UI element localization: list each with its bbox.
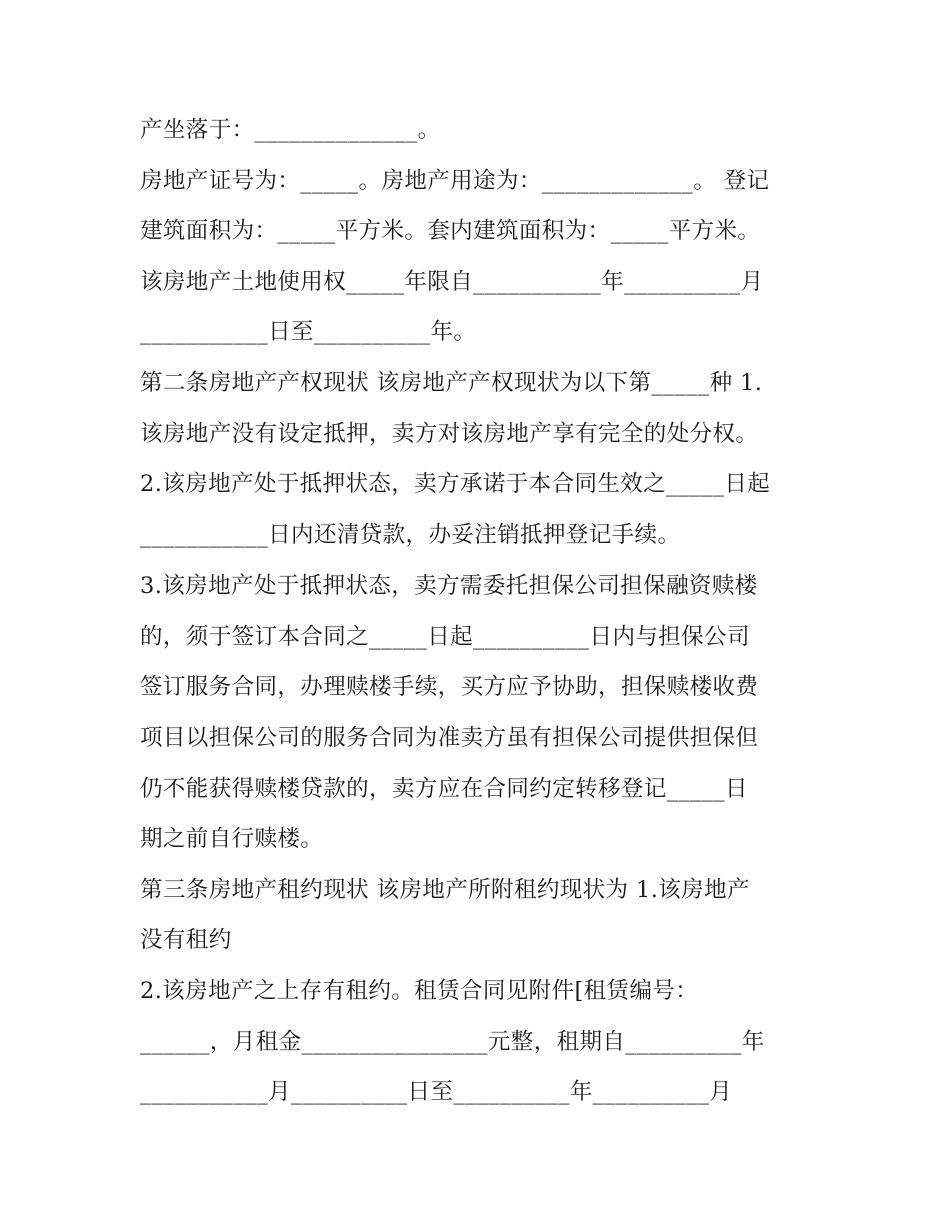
text-line: ___________日内还清贷款，办妥注销抵押登记手续。 — [140, 522, 681, 548]
text-line: 3.该房地产处于抵押状态，卖方需委托担保公司担保融资赎楼 — [140, 573, 758, 599]
text-line: 第二条房地产产权现状 该房地产产权现状为以下第_____种 1. — [140, 370, 763, 396]
text-line: 期之前自行赎楼。 — [140, 826, 324, 852]
text-line: 房地产证号为：_____。房地产用途为：_____________。 登记 — [140, 168, 770, 194]
text-line: 产坐落于：______________。 — [140, 117, 441, 143]
text-line: 的，须于签订本合同之_____日起__________日内与担保公司 — [140, 624, 750, 650]
text-line: 没有租约 — [140, 927, 232, 953]
text-line: 签订服务合同，办理赎楼手续，买方应予协助，担保赎楼收费 — [140, 674, 759, 700]
text-line: ___________月__________日至__________年__________月 — [140, 1079, 733, 1105]
text-line: ______，月租金________________元整，租期自__________年 — [140, 1029, 765, 1055]
text-line: 仍不能获得赎楼贷款的，卖方应在合同约定转移登记_____日 — [140, 776, 748, 802]
text-line: ___________日至__________年。 — [140, 319, 477, 345]
text-line: 2.该房地产之上存有租约。租赁合同见附件[租赁编号： — [140, 978, 699, 1004]
text-line: 该房地产土地使用权_____年限自___________年__________月 — [140, 269, 764, 295]
text-line: 第三条房地产租约现状 该房地产所附租约现状为 1.该房地产 — [140, 877, 750, 903]
text-line: 建筑面积为：_____平方米。套内建筑面积为：_____平方米。 — [140, 218, 761, 244]
text-line: 项目以担保公司的服务合同为准卖方虽有担保公司提供担保但 — [140, 725, 759, 751]
text-line: 该房地产没有设定抵押，卖方对该房地产享有完全的处分权。 — [140, 421, 759, 447]
text-line: 2.该房地产处于抵押状态，卖方承诺于本合同生效之_____日起 — [140, 471, 771, 497]
